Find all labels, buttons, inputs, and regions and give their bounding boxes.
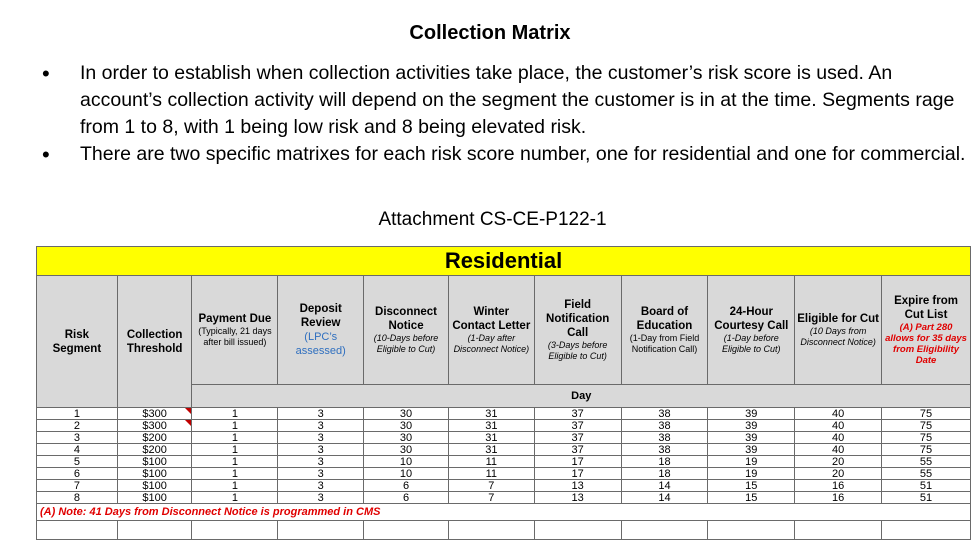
band-title: Residential [37,247,971,276]
day-value-cell: 38 [621,432,708,444]
header-deposit-review [278,276,364,385]
header-sub: (Typically, 21 days after bill issued) [198,326,272,347]
day-value-cell: 10 [364,468,449,480]
header-label: Eligible for Cut [797,313,880,325]
table-row [37,408,971,420]
day-value-cell: 30 [364,408,449,420]
blank-cell [882,521,971,540]
risk-segment-cell: 8 [37,492,118,504]
day-value-cell: 19 [708,456,795,468]
header-label: Risk Segment [52,328,102,355]
day-value-cell: 39 [708,444,795,456]
day-value-cell: 31 [448,444,534,456]
day-value-cell: 7 [448,480,534,492]
blank-cell [117,521,192,540]
bullet-text: There are two specific matrixes for each risk score number, one for residential and one for commercial. [80,143,966,165]
header-sub: (10-Days before Eligible to Cut) [373,333,439,354]
residential-band [37,247,971,276]
table-row [37,480,971,492]
day-value-cell: 14 [621,492,708,504]
header-label: 24-Hour Courtesy Call [714,306,789,332]
bullet-list [40,60,975,168]
bullet-dot-icon: • [42,61,50,86]
day-value-cell: 1 [192,432,278,444]
day-value-cell: 37 [534,444,621,456]
day-value-cell: 37 [534,408,621,420]
bullet-dot-icon: • [42,142,50,167]
day-value-cell: 40 [795,432,882,444]
threshold-cell: $300 [117,408,192,420]
header-board-education [621,276,708,385]
threshold-cell: $100 [117,492,192,504]
day-value-cell: 75 [882,432,971,444]
note-row [37,504,971,521]
day-value-cell: 40 [795,420,882,432]
risk-segment-cell: 6 [37,468,118,480]
day-value-cell: 3 [278,420,364,432]
threshold-cell: $300 [117,420,192,432]
day-value-cell: 75 [882,420,971,432]
day-value-cell: 3 [278,444,364,456]
table-row [37,444,971,456]
blank-cell [795,521,882,540]
day-value-cell: 1 [192,480,278,492]
day-value-cell: 3 [278,480,364,492]
day-value-cell: 17 [534,468,621,480]
day-value-cell: 16 [795,480,882,492]
header-sub: (1-Day from Field Notification Call) [629,333,700,354]
day-value-cell: 18 [621,456,708,468]
comment-flag-icon [185,420,191,426]
header-label: Disconnect Notice [375,306,438,332]
day-value-cell: 17 [534,456,621,468]
day-value-cell: 1 [192,408,278,420]
day-value-cell: 3 [278,408,364,420]
day-value-cell: 51 [882,480,971,492]
day-value-cell: 7 [448,492,534,504]
header-expire-cut [882,276,971,385]
header-field-notification [534,276,621,385]
day-value-cell: 6 [364,492,449,504]
day-value-cell: 15 [708,480,795,492]
day-value-cell: 16 [795,492,882,504]
threshold-cell: $100 [117,468,192,480]
header-courtesy-call [708,276,795,385]
day-value-cell: 1 [192,492,278,504]
bullet-item [40,60,975,141]
blank-cell [708,521,795,540]
day-value-cell: 39 [708,408,795,420]
day-value-cell: 13 [534,480,621,492]
header-winter-contact [448,276,534,385]
header-payment-due [192,276,278,385]
day-value-cell: 55 [882,456,971,468]
day-value-cell: 3 [278,456,364,468]
table-body [37,408,971,504]
day-value-cell: 1 [192,420,278,432]
header-label: Payment Due [198,313,272,325]
header-label: Expire from Cut List [894,295,958,321]
threshold-cell: $200 [117,432,192,444]
blank-cell [534,521,621,540]
risk-segment-cell: 5 [37,456,118,468]
day-value-cell: 1 [192,456,278,468]
page-title: Collection Matrix [409,22,571,44]
day-value-cell: 3 [278,468,364,480]
threshold-cell: $100 [117,456,192,468]
day-value-cell: 14 [621,480,708,492]
day-value-cell: 39 [708,420,795,432]
header-sub: (A) Part 280 allows for 35 days from Eligibility Date [885,322,967,366]
header-sub: (10 Days from Disconnect Notice) [800,326,876,347]
risk-segment-cell: 2 [37,420,118,432]
blank-cell [448,521,534,540]
day-value-cell: 37 [534,432,621,444]
day-value-cell: 20 [795,456,882,468]
day-value-cell: 20 [795,468,882,480]
blank-cell [37,521,118,540]
day-value-cell: 40 [795,408,882,420]
day-value-cell: 18 [621,468,708,480]
note-text: (A) Note: 41 Days from Disconnect Notice is programmed in CMS [37,504,971,521]
risk-segment-cell: 4 [37,444,118,456]
day-value-cell: 15 [708,492,795,504]
header-collection-threshold [117,276,192,408]
header-label: Collection Threshold [126,328,183,355]
table-row [37,420,971,432]
blank-cell [192,521,278,540]
risk-segment-cell: 7 [37,480,118,492]
day-value-cell: 38 [621,444,708,456]
header-label: Board of Education [636,306,693,332]
threshold-cell: $100 [117,480,192,492]
day-value-cell: 11 [448,456,534,468]
day-value-cell: 11 [448,468,534,480]
day-value-cell: 37 [534,420,621,432]
header-sub: (1-Day before Eligible to Cut) [722,333,781,354]
blank-cell [278,521,364,540]
table-row [37,468,971,480]
header-label: Field Notification Call [546,299,610,339]
day-value-cell: 31 [448,408,534,420]
day-value-cell: 75 [882,444,971,456]
attachment-label: Attachment CS-CE-P122-1 [378,209,607,230]
blank-cell [364,521,449,540]
header-risk-segment [37,276,118,408]
day-value-cell: 1 [192,468,278,480]
blank-cell [621,521,708,540]
day-value-cell: 30 [364,420,449,432]
day-value-cell: 51 [882,492,971,504]
comment-flag-icon [185,408,191,414]
header-label: Winter Contact Letter [452,306,531,332]
day-value-cell: 31 [448,420,534,432]
header-sub: (LPC’s assessed) [295,331,346,357]
header-eligible-cut [795,276,882,385]
day-value-cell: 40 [795,444,882,456]
bullet-text: In order to establish when collection activities take place, the customer’s risk score is used. An account’s collection activity will depend on the segment the customer is in at the time. Segments rage from 1 to 8, with 1 being low risk and 8 being elevated risk. [80,62,955,138]
day-label: Day [192,385,971,408]
header-sub: (1-Day after Disconnect Notice) [453,333,530,354]
bullet-item [40,141,975,168]
table-row [37,456,971,468]
table-row [37,492,971,504]
day-value-cell: 13 [534,492,621,504]
day-value-cell: 38 [621,408,708,420]
collection-matrix-table [36,246,971,540]
day-value-cell: 31 [448,432,534,444]
day-value-cell: 3 [278,492,364,504]
header-label: Deposit Review [299,303,342,329]
day-value-cell: 1 [192,444,278,456]
table-row [37,432,971,444]
day-value-cell: 38 [621,420,708,432]
header-sub: (3-Days before Eligible to Cut) [547,340,608,361]
day-value-cell: 30 [364,444,449,456]
header-row [37,276,971,385]
day-value-cell: 6 [364,480,449,492]
day-value-cell: 19 [708,468,795,480]
risk-segment-cell: 1 [37,408,118,420]
day-value-cell: 10 [364,456,449,468]
risk-segment-cell: 3 [37,432,118,444]
day-value-cell: 3 [278,432,364,444]
day-value-cell: 30 [364,432,449,444]
blank-row [37,521,971,540]
day-value-cell: 39 [708,432,795,444]
day-value-cell: 75 [882,408,971,420]
threshold-cell: $200 [117,444,192,456]
day-value-cell: 55 [882,468,971,480]
header-disconnect-notice [364,276,449,385]
